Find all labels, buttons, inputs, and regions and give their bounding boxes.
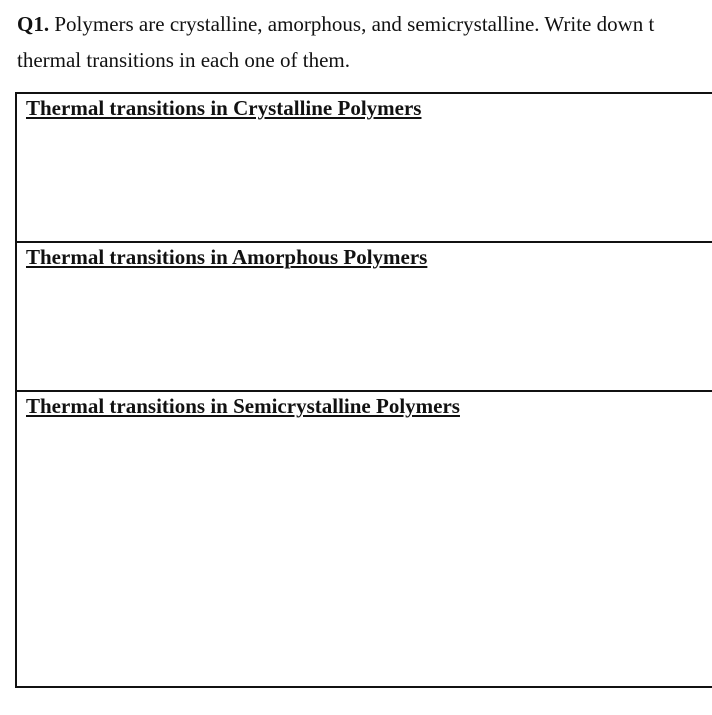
question-number: Q1. [17, 12, 50, 36]
row-heading-amorphous: Thermal transitions in Amorphous Polymers [26, 245, 428, 269]
question-line-2: thermal transitions in each one of them. [17, 48, 350, 72]
answer-table [15, 92, 712, 688]
question-line-1: Polymers are crystalline, amorphous, and semicrystalline. Write down t [49, 12, 655, 36]
answer-area-semicrystalline[interactable] [17, 426, 712, 686]
question-text [17, 6, 712, 78]
answer-area-amorphous[interactable] [17, 277, 712, 390]
answer-row-semicrystalline [17, 392, 712, 688]
answer-row-amorphous [17, 243, 712, 392]
answer-area-crystalline[interactable] [17, 128, 712, 241]
answer-row-crystalline [17, 94, 712, 243]
row-heading-semicrystalline: Thermal transitions in Semicrystalline Polymers [26, 394, 460, 418]
row-heading-crystalline: Thermal transitions in Crystalline Polymers [26, 96, 422, 120]
